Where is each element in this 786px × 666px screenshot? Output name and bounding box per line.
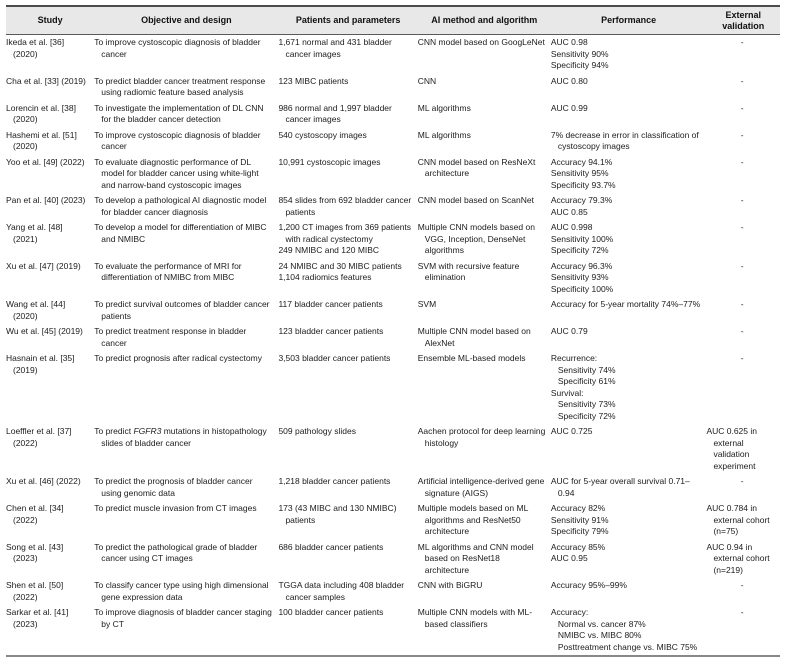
col-header-patients: Patients and parameters (278, 6, 417, 35)
cell-external (706, 220, 780, 259)
cell-external (706, 259, 780, 298)
cell-line: Accuracy 94.1% (550, 156, 613, 167)
cell-line: Accuracy 95%–99% (550, 580, 627, 590)
cell-line: Yoo et al. [49] (2022) (6, 156, 85, 167)
table-row (6, 35, 780, 74)
cell-method (418, 155, 551, 194)
cell-line: Accuracy 79.3% (550, 195, 613, 205)
cell-line: CNN model based on ResNeXt architecture (417, 156, 536, 178)
cell-line: To improve diagnosis of bladder cancer staging by CT (94, 607, 272, 629)
cell-line: Ensemble ML-based models (417, 353, 526, 363)
table-row (6, 297, 780, 324)
cell-objective (94, 297, 278, 324)
cell-line: To predict prognosis after radical cystectomy (94, 353, 262, 363)
cell-line: CNN (417, 75, 437, 86)
cell-study (6, 324, 94, 351)
cell-line: 117 bladder cancer patients (278, 299, 383, 309)
col-header-ai-method: AI method and algorithm (418, 6, 551, 35)
cell-line: Wu et al. [45] (2019) (6, 326, 83, 336)
cell-line: 3,503 bladder cancer patients (278, 353, 391, 363)
table-row (6, 101, 780, 128)
cell-line: Specificity 79% (550, 526, 609, 536)
cell-line: 1,104 radiomics features (278, 272, 372, 282)
cell-objective (94, 578, 278, 605)
cell-line: 7% decrease in error in classification of cystoscopy images (550, 129, 699, 151)
cell-study (6, 578, 94, 605)
cell-line: Pan et al. [40] (2023) (6, 195, 86, 205)
cell-patients (278, 155, 417, 194)
cell-patients (278, 74, 417, 101)
cell-patients (278, 540, 417, 579)
table-row (6, 424, 780, 474)
table-row (6, 259, 780, 298)
cell-line: Survival: (550, 387, 584, 398)
cell-method (418, 259, 551, 298)
cell-line: AUC 0.94 in external cohort (n=219) (706, 541, 770, 575)
header-row (6, 6, 780, 35)
cell-patients (278, 324, 417, 351)
cell-performance (551, 155, 707, 194)
cell-line: Accuracy 85% (550, 541, 606, 552)
cell-patients (278, 605, 417, 656)
cell-study (6, 605, 94, 656)
cell-line: 986 normal and 1,997 bladder cancer images (278, 102, 392, 124)
cell-objective (94, 220, 278, 259)
cell-external (706, 35, 780, 74)
cell-line: To predict FGFR3 mutations in histopathology slides of bladder cancer (94, 426, 267, 448)
cell-line: - (740, 326, 744, 336)
cell-patients (278, 259, 417, 298)
cell-patients (278, 193, 417, 220)
cell-line: - (740, 129, 744, 140)
cell-line: Song et al. [43] (2023) (6, 541, 64, 563)
cell-line: 1,671 normal and 431 bladder cancer images (278, 37, 392, 59)
cell-line: - (740, 353, 744, 363)
cell-external (706, 193, 780, 220)
cell-line: 123 bladder cancer patients (278, 326, 384, 336)
cell-performance (551, 424, 707, 474)
cell-line: - (740, 195, 744, 205)
col-header-external-validation: External validation (706, 6, 780, 35)
cell-line: Aachen protocol for deep learning histology (417, 426, 546, 448)
cell-performance (551, 128, 707, 155)
cell-line: AUC 0.79 (550, 326, 588, 336)
cell-objective (94, 324, 278, 351)
cell-method (418, 297, 551, 324)
cell-objective (94, 128, 278, 155)
cell-line: To develop a model for differentiation of MIBC and NMIBC (94, 222, 267, 244)
cell-line: Accuracy: (550, 607, 589, 617)
cell-line: Specificity 72% (550, 245, 609, 255)
cell-study (6, 351, 94, 424)
cell-line: To predict survival outcomes of bladder cancer patients (94, 299, 270, 321)
cell-method (418, 324, 551, 351)
table-row (6, 605, 780, 656)
cell-study (6, 155, 94, 194)
cell-line: 1,218 bladder cancer patients (278, 476, 391, 486)
cell-line: Sensitivity 74% (557, 364, 616, 375)
cell-patients (278, 220, 417, 259)
cell-line: Sensitivity 95% (550, 168, 609, 178)
cell-method (418, 128, 551, 155)
cell-method (418, 540, 551, 579)
cell-performance (551, 501, 707, 540)
cell-study (6, 297, 94, 324)
cell-external (706, 351, 780, 424)
cell-line: SVM with recursive feature elimination (417, 260, 520, 282)
cell-line: Xu et al. [47] (2019) (6, 260, 81, 271)
cell-line: AUC 0.98 (550, 37, 588, 47)
cell-external (706, 540, 780, 579)
cell-line: Specificity 100% (550, 283, 614, 294)
cell-line: 10,991 cystoscopic images (278, 156, 381, 167)
cell-line: 100 bladder cancer patients (278, 607, 384, 617)
table-row (6, 155, 780, 194)
cell-line: SVM (417, 299, 437, 309)
cell-patients (278, 474, 417, 501)
cell-line: ML algorithms (417, 129, 471, 140)
cell-line: CNN model based on ScanNet (417, 195, 534, 205)
cell-line: - (740, 607, 744, 617)
cell-objective (94, 74, 278, 101)
cell-line: AUC 0.998 (550, 222, 593, 232)
cell-method (418, 605, 551, 656)
cell-performance (551, 35, 707, 74)
cell-line: Xu et al. [46] (2022) (6, 476, 81, 486)
table-row (6, 578, 780, 605)
cell-external (706, 324, 780, 351)
cell-line: Recurrence: (550, 353, 598, 363)
table-row (6, 220, 780, 259)
cell-line: 854 slides from 692 bladder cancer patients (278, 195, 412, 217)
table-row (6, 501, 780, 540)
table-row (6, 74, 780, 101)
cell-study (6, 35, 94, 74)
cell-line: To classify cancer type using high dimensional gene expression data (94, 580, 269, 602)
cell-objective (94, 540, 278, 579)
table-row (6, 540, 780, 579)
cell-line: 173 (43 MIBC and 130 NMIBC) patients (278, 503, 397, 525)
cell-external (706, 605, 780, 656)
table-row (6, 324, 780, 351)
cell-line: - (740, 37, 744, 47)
cell-line: AUC 0.85 (550, 206, 588, 217)
cell-line: Multiple CNN model based on AlexNet (417, 326, 531, 348)
cell-line: Accuracy for 5-year mortality 74%–77% (550, 299, 701, 309)
cell-external (706, 501, 780, 540)
cell-external (706, 424, 780, 474)
cell-line: - (740, 156, 744, 167)
cell-performance (551, 297, 707, 324)
cell-line: 540 cystoscopy images (278, 129, 367, 140)
cell-line: Specificity 72% (557, 410, 616, 421)
cell-line: CNN with BiGRU (417, 580, 483, 590)
cell-line: 1,200 CT images from 369 patients with radical cystectomy (278, 222, 412, 244)
cell-line: 123 MIBC patients (278, 75, 349, 86)
cell-line: Lorencin et al. [38] (2020) (6, 102, 76, 124)
cell-study (6, 501, 94, 540)
cell-line: 24 NMIBC and 30 MIBC patients (278, 260, 402, 271)
cell-performance (551, 193, 707, 220)
cell-performance (551, 220, 707, 259)
cell-external (706, 155, 780, 194)
cell-line: Posttreatment change vs. MIBC 75% (557, 641, 698, 652)
cell-line: Multiple CNN models based on VGG, Inception, DenseNet algorithms (417, 222, 535, 255)
cell-method (418, 220, 551, 259)
cell-objective (94, 35, 278, 74)
cell-line: AUC for 5-year overall survival 0.71–0.94 (550, 476, 690, 498)
cell-line: Specificity 94% (550, 60, 609, 70)
cell-line: AUC 0.725 (550, 426, 593, 436)
cell-external (706, 297, 780, 324)
cell-line: To predict treatment response in bladder cancer (94, 326, 247, 348)
cell-performance (551, 605, 707, 656)
cell-line: AUC 0.80 (550, 75, 588, 86)
cell-study (6, 259, 94, 298)
cell-external (706, 578, 780, 605)
cell-patients (278, 351, 417, 424)
cell-line: Sensitivity 93% (550, 272, 609, 282)
cell-line: Cha et al. [33] (2019) (6, 75, 86, 86)
cell-line: To investigate the implementation of DL CNN for the bladder cancer detection (94, 102, 264, 124)
cell-line: Accuracy 96.3% (550, 260, 613, 271)
cell-method (418, 35, 551, 74)
cell-line: Accuracy 82% (550, 503, 606, 513)
cell-line: To evaluate diagnostic performance of DL model for bladder cancer using white-light and narrow-band cystoscopic images (94, 156, 259, 190)
cell-line: To predict the pathological grade of bladder cancer using CT images (94, 541, 258, 563)
cell-line: - (740, 260, 744, 271)
cell-objective (94, 101, 278, 128)
cell-line: - (740, 580, 744, 590)
cell-line: Specificity 61% (557, 376, 616, 386)
cell-line: To improve cystoscopic diagnosis of bladder cancer (94, 129, 261, 151)
cell-performance (551, 74, 707, 101)
cell-line: Specificity 93.7% (550, 179, 616, 190)
cell-study (6, 74, 94, 101)
cell-performance (551, 474, 707, 501)
cell-line: Chen et al. [34] (2022) (6, 503, 64, 525)
col-header-objective: Objective and design (94, 6, 278, 35)
cell-objective (94, 193, 278, 220)
cell-line: Sensitivity 90% (550, 48, 609, 59)
cell-line: TGGA data including 408 bladder cancer samples (278, 580, 405, 602)
cell-method (418, 424, 551, 474)
table-header (6, 6, 780, 35)
cell-study (6, 220, 94, 259)
cell-line: To predict muscle invasion from CT images (94, 503, 257, 513)
cell-line: Yang et al. [48] (2021) (6, 222, 63, 244)
studies-table (6, 5, 780, 657)
cell-study (6, 424, 94, 474)
cell-line: Hasnain et al. [35] (2019) (6, 353, 75, 375)
cell-external (706, 474, 780, 501)
cell-line: Ikeda et al. [36] (2020) (6, 37, 65, 59)
cell-line: - (740, 476, 744, 486)
cell-line: - (740, 299, 744, 309)
cell-line: Sensitivity 91% (550, 514, 609, 525)
table-row (6, 128, 780, 155)
table-row (6, 474, 780, 501)
cell-line: ML algorithms and CNN model based on ResNet18 architecture (417, 541, 534, 575)
cell-patients (278, 424, 417, 474)
cell-patients (278, 297, 417, 324)
table-row (6, 351, 780, 424)
cell-objective (94, 605, 278, 656)
cell-line: To improve cystoscopic diagnosis of bladder cancer (94, 37, 261, 59)
cell-line: NMIBC vs. MIBC 80% (557, 630, 642, 640)
cell-line: Wang et al. [44] (2020) (6, 299, 66, 321)
col-header-performance: Performance (551, 6, 707, 35)
cell-objective (94, 474, 278, 501)
cell-patients (278, 35, 417, 74)
cell-method (418, 474, 551, 501)
cell-objective (94, 259, 278, 298)
cell-line: Sensitivity 100% (550, 233, 614, 244)
cell-line: - (740, 75, 744, 86)
cell-line: Multiple CNN models with ML-based classifiers (417, 607, 533, 629)
table-body (6, 35, 780, 657)
cell-performance (551, 324, 707, 351)
cell-external (706, 128, 780, 155)
cell-method (418, 101, 551, 128)
cell-performance (551, 101, 707, 128)
cell-line: Loeffler et al. [37] (2022) (6, 426, 72, 448)
cell-method (418, 351, 551, 424)
cell-performance (551, 578, 707, 605)
cell-line: - (740, 222, 744, 232)
cell-external (706, 74, 780, 101)
cell-method (418, 193, 551, 220)
cell-performance (551, 259, 707, 298)
table-row (6, 193, 780, 220)
cell-patients (278, 578, 417, 605)
cell-study (6, 474, 94, 501)
cell-line: AUC 0.95 (550, 553, 588, 563)
cell-line: To develop a pathological AI diagnostic model for bladder cancer diagnosis (94, 195, 267, 217)
cell-line: AUC 0.784 in external cohort (n=75) (706, 503, 770, 536)
cell-line: Artificial intelligence-derived gene signature (AIGS) (417, 476, 545, 498)
cell-patients (278, 501, 417, 540)
col-header-study: Study (6, 6, 94, 35)
cell-line: Multiple models based on ML algorithms and ResNet50 architecture (417, 503, 528, 536)
cell-objective (94, 501, 278, 540)
cell-line: ML algorithms (417, 102, 471, 113)
cell-line: Shen et al. [50] (2022) (6, 580, 64, 602)
cell-study (6, 540, 94, 579)
cell-line: Normal vs. cancer 87% (557, 618, 646, 629)
cell-performance (551, 540, 707, 579)
cell-performance (551, 351, 707, 424)
cell-line: AUC 0.99 (550, 102, 588, 113)
cell-line: To predict the prognosis of bladder cancer using genomic data (94, 476, 253, 498)
cell-patients (278, 101, 417, 128)
cell-study (6, 101, 94, 128)
cell-method (418, 74, 551, 101)
cell-external (706, 101, 780, 128)
cell-study (6, 128, 94, 155)
cell-line: AUC 0.625 in external validation experiment (706, 426, 757, 471)
cell-line: CNN model based on GoogLeNet (417, 37, 545, 47)
cell-line: To predict bladder cancer treatment response using radiomic feature based analysis (94, 75, 266, 97)
cell-line: - (740, 102, 744, 113)
cell-line: 509 pathology slides (278, 426, 356, 436)
cell-method (418, 578, 551, 605)
cell-objective (94, 351, 278, 424)
cell-line: Sarkar et al. [41] (2023) (6, 607, 69, 629)
cell-line: 249 NMIBC and 120 MIBC (278, 245, 380, 255)
cell-objective (94, 424, 278, 474)
cell-line: 686 bladder cancer patients (278, 541, 384, 552)
cell-patients (278, 128, 417, 155)
cell-objective (94, 155, 278, 194)
cell-line: Hashemi et al. [51] (2020) (6, 129, 77, 151)
cell-line: Sensitivity 73% (557, 399, 616, 409)
cell-line: To evaluate the performance of MRI for differentiation of NMIBC from MIBC (94, 260, 242, 282)
cell-method (418, 501, 551, 540)
cell-study (6, 193, 94, 220)
